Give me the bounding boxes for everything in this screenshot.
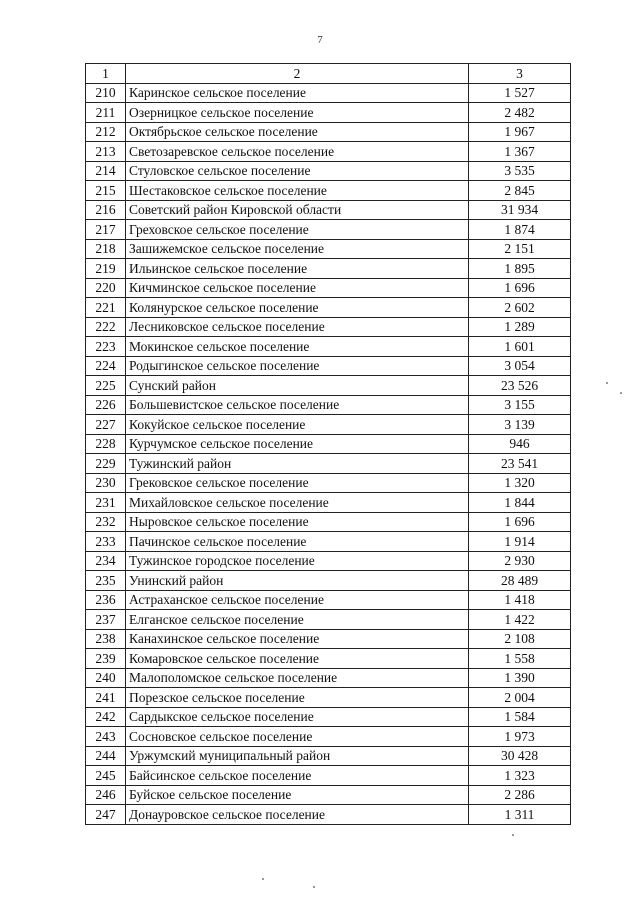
row-name-cell: Малополомское сельское поселение	[126, 668, 469, 688]
row-number-cell: 236	[86, 590, 126, 610]
row-number-cell: 219	[86, 259, 126, 279]
scan-speck	[606, 382, 608, 384]
row-value-cell: 2 286	[469, 785, 571, 805]
row-number-cell: 241	[86, 688, 126, 708]
table-row	[86, 317, 571, 337]
table-row	[86, 454, 571, 474]
row-number-cell: 218	[86, 239, 126, 259]
row-name-cell: Астраханское сельское поселение	[126, 590, 469, 610]
table-row	[86, 395, 571, 415]
row-number-cell: 243	[86, 727, 126, 747]
row-number-cell: 240	[86, 668, 126, 688]
row-value-cell: 1 696	[469, 278, 571, 298]
table-row	[86, 259, 571, 279]
row-name-cell: Каринское сельское поселение	[126, 83, 469, 103]
page-number: 7	[317, 34, 323, 46]
row-name-cell: Греховское сельское поселение	[126, 220, 469, 240]
row-value-cell: 3 535	[469, 161, 571, 181]
scan-speck	[262, 878, 264, 880]
row-value-cell: 2 004	[469, 688, 571, 708]
table-row	[86, 298, 571, 318]
row-name-cell: Мокинское сельское поселение	[126, 337, 469, 357]
row-number-cell: 217	[86, 220, 126, 240]
row-name-cell: Лесниковское сельское поселение	[126, 317, 469, 337]
row-number-cell: 227	[86, 415, 126, 435]
row-number-cell: 222	[86, 317, 126, 337]
data-table	[85, 63, 571, 825]
row-name-cell: Кокуйское сельское поселение	[126, 415, 469, 435]
column-header-name: 2	[126, 64, 469, 84]
row-name-cell: Октябрьское сельское поселение	[126, 122, 469, 142]
row-name-cell: Донауровское сельское поселение	[126, 805, 469, 825]
row-name-cell: Стуловское сельское поселение	[126, 161, 469, 181]
table-row	[86, 83, 571, 103]
table-row	[86, 278, 571, 298]
table-row	[86, 376, 571, 396]
table-row	[86, 551, 571, 571]
row-name-cell: Комаровское сельское поселение	[126, 649, 469, 669]
table-row	[86, 746, 571, 766]
row-value-cell: 1 914	[469, 532, 571, 552]
row-number-cell: 228	[86, 434, 126, 454]
row-name-cell: Елганское сельское поселение	[126, 610, 469, 630]
row-value-cell: 2 845	[469, 181, 571, 201]
row-value-cell: 1 558	[469, 649, 571, 669]
table-row	[86, 161, 571, 181]
row-number-cell: 221	[86, 298, 126, 318]
column-header-value: 3	[469, 64, 571, 84]
table-row	[86, 649, 571, 669]
row-value-cell: 1 390	[469, 668, 571, 688]
row-name-cell: Сунский район	[126, 376, 469, 396]
row-name-cell: Унинский район	[126, 571, 469, 591]
row-value-cell: 1 973	[469, 727, 571, 747]
row-name-cell: Байсинское сельское поселение	[126, 766, 469, 786]
row-number-cell: 216	[86, 200, 126, 220]
table-row	[86, 200, 571, 220]
scan-speck	[512, 834, 514, 836]
row-name-cell: Шестаковское сельское поселение	[126, 181, 469, 201]
table-row	[86, 181, 571, 201]
table-row	[86, 629, 571, 649]
row-value-cell: 1 527	[469, 83, 571, 103]
row-number-cell: 212	[86, 122, 126, 142]
row-name-cell: Буйское сельское поселение	[126, 785, 469, 805]
row-name-cell: Канахинское сельское поселение	[126, 629, 469, 649]
row-number-cell: 211	[86, 103, 126, 123]
row-number-cell: 234	[86, 551, 126, 571]
table-row	[86, 785, 571, 805]
row-name-cell: Колянурское сельское поселение	[126, 298, 469, 318]
table-row	[86, 356, 571, 376]
row-name-cell: Тужинский район	[126, 454, 469, 474]
row-number-cell: 237	[86, 610, 126, 630]
row-value-cell: 1 422	[469, 610, 571, 630]
table-row	[86, 493, 571, 513]
table-row	[86, 727, 571, 747]
row-number-cell: 223	[86, 337, 126, 357]
row-number-cell: 244	[86, 746, 126, 766]
column-header-number: 1	[86, 64, 126, 84]
table-row	[86, 337, 571, 357]
table-row	[86, 805, 571, 825]
row-value-cell: 3 155	[469, 395, 571, 415]
row-name-cell: Кичминское сельское поселение	[126, 278, 469, 298]
row-name-cell: Родыгинское сельское поселение	[126, 356, 469, 376]
row-number-cell: 238	[86, 629, 126, 649]
row-value-cell: 1 418	[469, 590, 571, 610]
scan-speck	[620, 392, 622, 394]
row-value-cell: 1 895	[469, 259, 571, 279]
row-value-cell: 1 367	[469, 142, 571, 162]
row-value-cell: 1 323	[469, 766, 571, 786]
row-number-cell: 226	[86, 395, 126, 415]
row-value-cell: 3 054	[469, 356, 571, 376]
row-value-cell: 2 108	[469, 629, 571, 649]
row-number-cell: 214	[86, 161, 126, 181]
row-number-cell: 239	[86, 649, 126, 669]
table-row	[86, 590, 571, 610]
row-value-cell: 1 320	[469, 473, 571, 493]
table-row	[86, 532, 571, 552]
row-value-cell: 946	[469, 434, 571, 454]
row-name-cell: Курчумское сельское поселение	[126, 434, 469, 454]
row-value-cell: 1 874	[469, 220, 571, 240]
row-number-cell: 215	[86, 181, 126, 201]
row-value-cell: 28 489	[469, 571, 571, 591]
row-number-cell: 245	[86, 766, 126, 786]
table-header-row	[86, 64, 571, 84]
row-value-cell: 2 151	[469, 239, 571, 259]
row-name-cell: Сосновское сельское поселение	[126, 727, 469, 747]
row-number-cell: 231	[86, 493, 126, 513]
row-name-cell: Светозаревское сельское поселение	[126, 142, 469, 162]
row-number-cell: 213	[86, 142, 126, 162]
table-row	[86, 610, 571, 630]
row-name-cell: Порезское сельское поселение	[126, 688, 469, 708]
table-row	[86, 142, 571, 162]
table-row	[86, 766, 571, 786]
row-number-cell: 232	[86, 512, 126, 532]
scan-speck	[313, 886, 315, 888]
row-name-cell: Большевистское сельское поселение	[126, 395, 469, 415]
row-value-cell: 1 584	[469, 707, 571, 727]
row-number-cell: 235	[86, 571, 126, 591]
row-number-cell: 233	[86, 532, 126, 552]
row-number-cell: 230	[86, 473, 126, 493]
row-name-cell: Михайловское сельское поселение	[126, 493, 469, 513]
table-row	[86, 220, 571, 240]
row-value-cell: 2 482	[469, 103, 571, 123]
row-name-cell: Зашижемское сельское поселение	[126, 239, 469, 259]
row-value-cell: 1 311	[469, 805, 571, 825]
table-row	[86, 415, 571, 435]
table-row	[86, 707, 571, 727]
table-row	[86, 434, 571, 454]
table-row	[86, 239, 571, 259]
row-number-cell: 225	[86, 376, 126, 396]
row-value-cell: 31 934	[469, 200, 571, 220]
row-value-cell: 1 696	[469, 512, 571, 532]
row-value-cell: 3 139	[469, 415, 571, 435]
row-number-cell: 247	[86, 805, 126, 825]
row-name-cell: Уржумский муниципальный район	[126, 746, 469, 766]
row-name-cell: Тужинское городское поселение	[126, 551, 469, 571]
table-row	[86, 103, 571, 123]
row-value-cell: 1 601	[469, 337, 571, 357]
row-value-cell: 1 967	[469, 122, 571, 142]
table-row	[86, 571, 571, 591]
table-row	[86, 122, 571, 142]
row-value-cell: 23 541	[469, 454, 571, 474]
row-value-cell: 23 526	[469, 376, 571, 396]
row-number-cell: 246	[86, 785, 126, 805]
table-body	[86, 64, 571, 825]
row-value-cell: 2 602	[469, 298, 571, 318]
row-number-cell: 224	[86, 356, 126, 376]
table-row	[86, 668, 571, 688]
table-row	[86, 473, 571, 493]
row-name-cell: Грековское сельское поселение	[126, 473, 469, 493]
row-name-cell: Ильинское сельское поселение	[126, 259, 469, 279]
row-value-cell: 2 930	[469, 551, 571, 571]
row-name-cell: Пачинское сельское поселение	[126, 532, 469, 552]
row-number-cell: 242	[86, 707, 126, 727]
row-name-cell: Советский район Кировской области	[126, 200, 469, 220]
row-name-cell: Сардыкское сельское поселение	[126, 707, 469, 727]
row-number-cell: 220	[86, 278, 126, 298]
row-name-cell: Озерницкое сельское поселение	[126, 103, 469, 123]
row-number-cell: 229	[86, 454, 126, 474]
row-value-cell: 1 844	[469, 493, 571, 513]
table-row	[86, 512, 571, 532]
table-row	[86, 688, 571, 708]
row-value-cell: 1 289	[469, 317, 571, 337]
row-number-cell: 210	[86, 83, 126, 103]
row-value-cell: 30 428	[469, 746, 571, 766]
row-name-cell: Ныровское сельское поселение	[126, 512, 469, 532]
